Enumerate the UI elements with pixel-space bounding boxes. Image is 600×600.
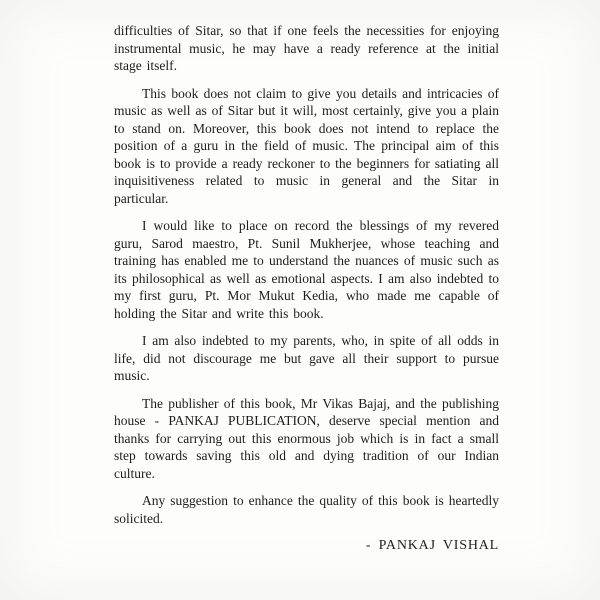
paragraph: This book does not claim to give you details and intricacies of music as well as of Sitar but it will, most certainly, give you a plain to stand on. Moreover, this book does not intend to replace the position of a guru in the field of music. The principal aim of this book is to provide a ready reckoner to the beginners for satiating all inquisitiveness related to music in general and the Sitar in particular. xyxy=(114,85,499,206)
paragraph: I am also indebted to my parents, who, in spite of all odds in life, did not discourage me but gave all their support to pursue music. xyxy=(114,333,499,383)
signature-line: - PANKAJ VISHAL xyxy=(365,538,499,553)
text-block xyxy=(114,22,499,555)
paragraph-continuation: difficulties of Sitar, so that if one feels the necessities for enjoying instrumental music, he may have a ready reference at the initial stage itself. xyxy=(114,23,499,73)
paragraph: I would like to place on record the blessings of my revered guru, Sarod maestro, Pt. Sunil Mukherjee, whose teaching and training has enabled me to understand the nuances of music such as its philosophical as well as emotional aspects. I am also indebted to my first guru, Pt. Mor Mukut Kedia, who made me capable of holding the Sitar and write this book. xyxy=(114,218,499,321)
paragraph: The publisher of this book, Mr Vikas Bajaj, and the publishing house - PANKAJ PUBLICATION, deserve special mention and thanks for carrying out this enormous job which is in fact a small step towards saving this old and dying tradition of our Indian culture. xyxy=(114,395,499,481)
paragraph: Any suggestion to enhance the quality of this book is heartedly solicited. xyxy=(114,493,499,526)
